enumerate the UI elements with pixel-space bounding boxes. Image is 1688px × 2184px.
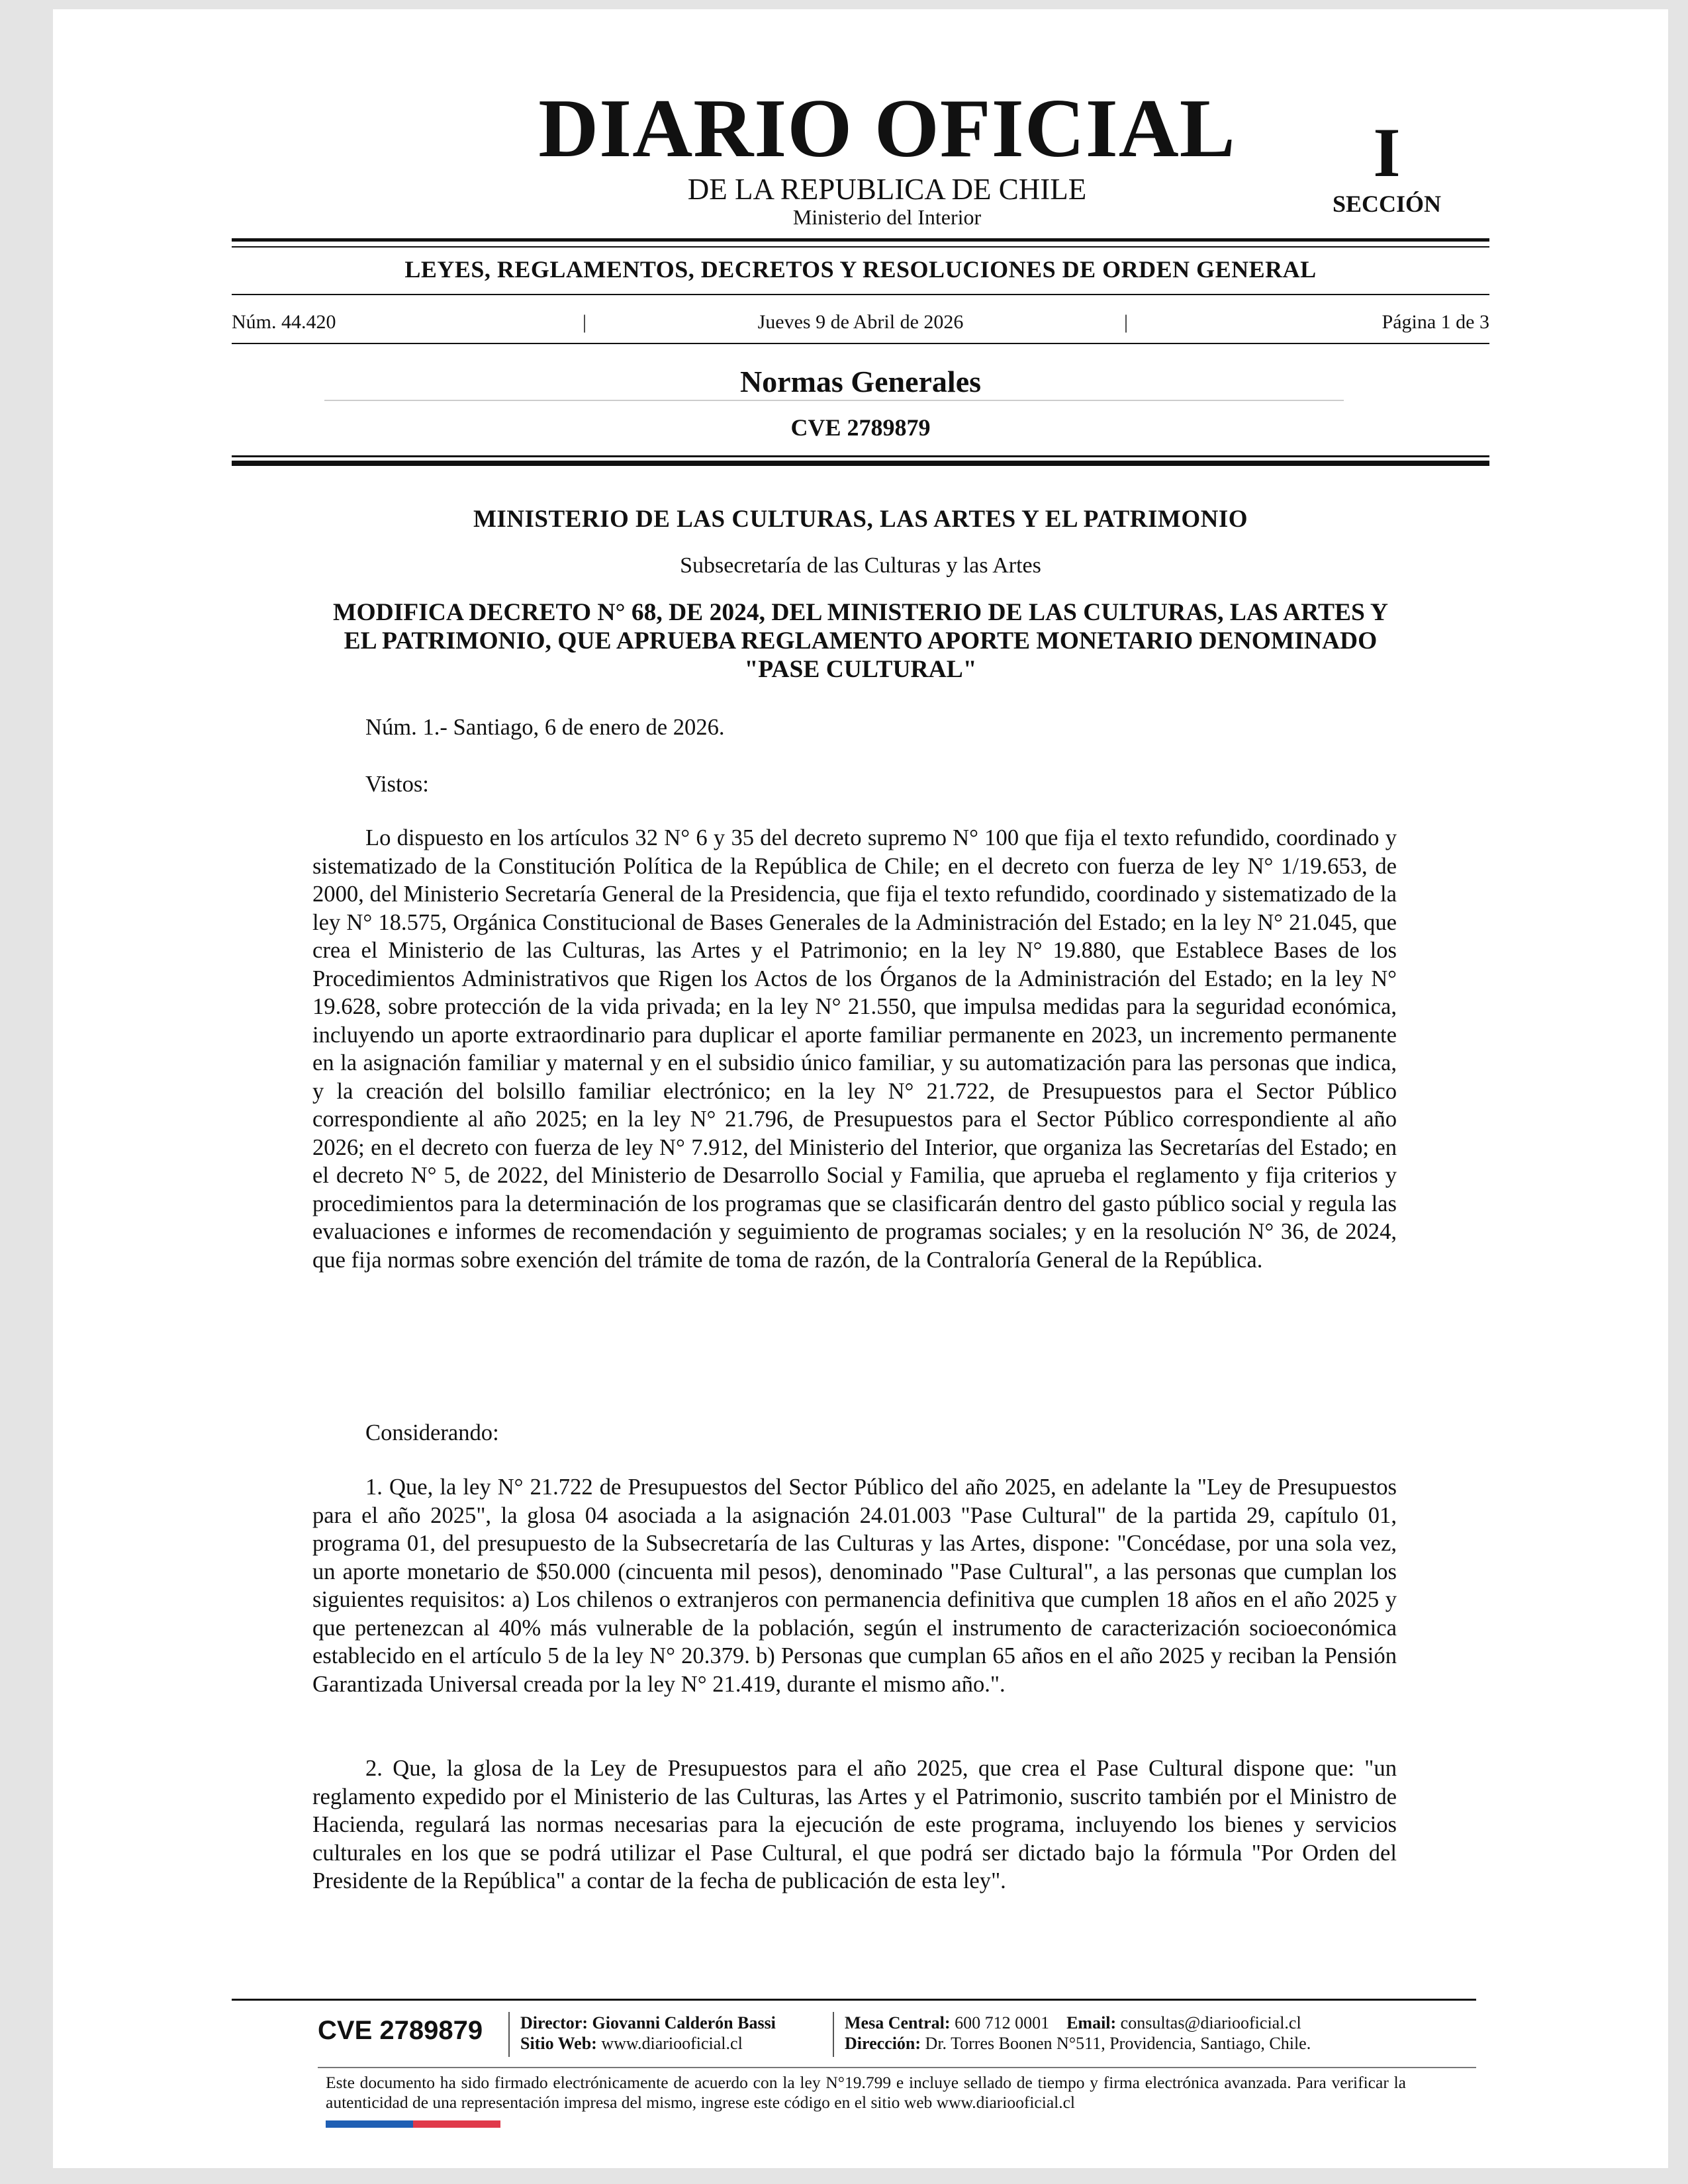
divider (232, 455, 1489, 457)
section-title: Normas Generales (739, 365, 982, 398)
footer-divider (318, 2067, 1476, 2068)
email-link[interactable]: consultas@diariooficial.cl (1120, 2013, 1301, 2032)
footer-divider (232, 1999, 1476, 2001)
separator: | (583, 311, 587, 333)
page-indicator: Página 1 de 3 (1382, 311, 1489, 333)
publisher-ministry: Ministerio del Interior (792, 205, 982, 229)
footer-director (520, 2013, 776, 2033)
section-number: I (1373, 114, 1401, 191)
vistos-label: Vistos: (365, 772, 429, 797)
address-label: Dirección: (845, 2034, 921, 2053)
collection-heading: LEYES, REGLAMENTOS, DECRETOS Y RESOLUCIONES DE ORDEN GENERAL (404, 256, 1317, 283)
considerando-paragraph-2: 2. Que, la glosa de la Ley de Presupuestos para el año 2025, que crea el Pase Cultural dispone que: "un reglamento expedido por el Ministerio de las Culturas, las Artes y el Patrimonio, suscrito también por el Ministro de Hacienda, regulará las normas necesarias para la ejecución de este programa, incluyendo los bienes y servicios culturales en los que se podrá utilizar el Pase Cultural, el que podrá ser dictado bajo la fórmula "Por Orden del Presidente de la República" a contar de la fecha de publicación de esta ley". (312, 1756, 1397, 1893)
vistos-paragraph: Lo dispuesto en los artículos 32 N° 6 y 35 del decreto supremo N° 100 que fija el texto refundido, coordinado y sistematizado de la Constitución Política de la República de Chile; en el decreto con fuerza de ley N° 1/19.653, de 2000, del Ministerio Secretaría General de la Presidencia, que fija el texto refundido, coordinado y sistematizado de la ley N° 18.575, Orgánica Constitucional de Bases Generales de la Administración del Estado; en la ley N° 21.045, que crea el Ministerio de las Culturas, las Artes y el Patrimonio; en la ley N° 19.880, que Establece Bases de los Procedimientos Administrativos que Rigen los Actos de los Órganos de la Administración del Estado; en la ley N° 19.628, sobre protección de la vida privada; en la ley N° 21.550, que impulsa medidas para la seguridad económica, incluyendo un aporte extraordinario para duplicar el aporte familiar permanente en 2023, un incremento permanente en la asignación familiar y maternal y en el subsidio único familiar, y su automatización para las personas que indica, y la creación del bolsillo familiar electrónico; en la ley N° 21.722, de Presupuestos para el Sector Público correspondiente al año 2025; en la ley N° 21.796, de Presupuestos para el Sector Público correspondiente al año 2026; en el decreto con fuerza de ley N° 7.912, del Ministerio del Interior, que organiza las Secretarías del Estado; en el decreto N° 5, de 2022, del Ministerio de Desarrollo Social y Familia, que aprueba el reglamento y fija criterios y procedimientos para la determinación de los programas que se clasificarán dentro del gasto público social y regula las evaluaciones e informes de recomendación y seguimiento de programas sociales; y en la resolución N° 36, de 2024, que fija normas sobre exención del trámite de toma de razón, de la Contraloría General de la República. (312, 825, 1397, 1273)
divider (232, 238, 1489, 242)
cve-code: CVE 2789879 (790, 414, 931, 441)
email-label: Email: (1066, 2013, 1117, 2032)
newspaper-title: DIARIO OFICIAL (538, 83, 1236, 175)
divider (232, 294, 1489, 295)
divider (232, 246, 1489, 248)
footer-cve-code: CVE 2789879 (318, 2016, 483, 2045)
issue-number: Núm. 44.420 (232, 311, 336, 333)
footer-separator (833, 2012, 834, 2057)
newspaper-subtitle: DE LA REPUBLICA DE CHILE (687, 173, 1087, 206)
director-label: Director: (520, 2013, 588, 2032)
director-name: Giovanni Calderón Bassi (592, 2013, 776, 2032)
separator: | (1124, 311, 1129, 333)
ministry-heading: MINISTERIO DE LAS CULTURAS, LAS ARTES Y EL PATRIMONIO (473, 506, 1248, 533)
document-page (53, 9, 1668, 2168)
central-label: Mesa Central: (845, 2013, 951, 2032)
decree-title: MODIFICA DECRETO N° 68, DE 2024, DEL MINISTERIO DE LAS CULTURAS, LAS ARTES Y EL PATRIMONIO, QUE APRUEBA REGLAMENTO APORTE MONETARIO DENOMINADO "PASE CULTURAL" (333, 599, 1388, 683)
divider (232, 343, 1489, 344)
divider (232, 461, 1489, 466)
footer-address (845, 2033, 1311, 2054)
footer-separator (508, 2012, 510, 2057)
website-link[interactable]: www.diariooficial.cl (601, 2034, 743, 2053)
considerando-label: Considerando: (365, 1420, 499, 1445)
flag-stripe-red (413, 2120, 500, 2128)
flag-stripe-blue (326, 2120, 413, 2128)
subsecretaria-heading: Subsecretaría de las Culturas y las Artes (680, 553, 1041, 578)
address-value: Dr. Torres Boonen N°511, Providencia, Santiago, Chile. (925, 2034, 1311, 2053)
issue-date: Jueves 9 de Abril de 2026 (757, 311, 964, 333)
footer-website (520, 2033, 743, 2054)
divider (324, 400, 1344, 401)
central-phone: 600 712 0001 (955, 2013, 1050, 2032)
legal-notice: Este documento ha sido firmado electrónicamente de acuerdo con la ley N°19.799 e incluye sellado de tiempo y firma electrónica avanzada. Para verificar la autenticidad de una representación impresa del mismo, ingrese este código en el sitio web www.diariooficial.cl (326, 2073, 1406, 2112)
footer-contact (845, 2013, 1301, 2033)
website-label: Sitio Web: (520, 2034, 597, 2053)
decree-number: Núm. 1.- Santiago, 6 de enero de 2026. (365, 715, 725, 740)
considerando-paragraph-1: 1. Que, la ley N° 21.722 de Presupuestos del Sector Público del año 2025, en adelante la "Ley de Presupuestos para el año 2025", la glosa 04 asociada a la asignación 24.01.003 "Pase Cultural" de la partida 29, capítulo 01, programa 01, del presupuesto de la Subsecretaría de las Culturas y las Artes, dispone: "Concédase, por una sola vez, un aporte monetario de $50.000 (cincuenta mil pesos), denominado "Pase Cultural", a las personas que cumplan los siguientes requisitos: a) Los chilenos o extranjeros con permanencia definitiva que cumplen 18 años en el año 2025 y que pertenezcan al 40% más vulnerable de la población, según el instrumento de caracterización socioeconómica establecido en el artículo 5 de la ley N° 20.379. b) Personas que cumplan 65 años en el año 2025 y reciban la Pensión Garantizada Universal creada por la ley N° 21.419, durante el mismo año.". (312, 1475, 1397, 1697)
section-label: SECCIÓN (1332, 191, 1442, 217)
issue-info-bar (232, 311, 1489, 338)
